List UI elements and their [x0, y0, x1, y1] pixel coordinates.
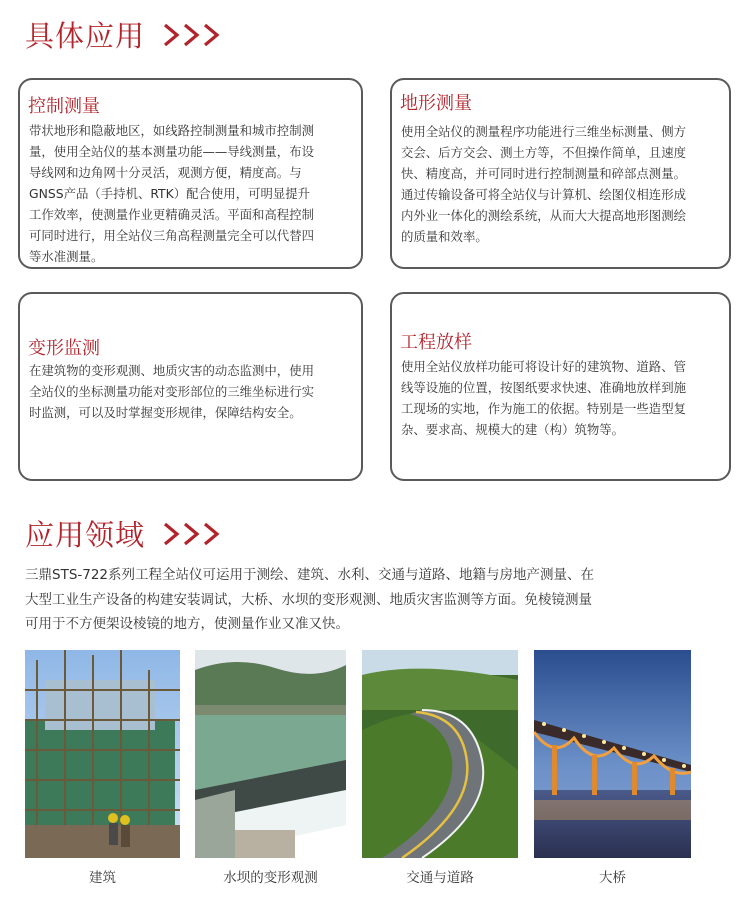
intro-line: 三鼎STS-722系列工程全站仪可运用于测绘、建筑、水利、交通与道路、地籍与房地产测量、在: [25, 567, 595, 583]
card-line: 时监测，可以及时掌握变形规律，保障结构安全。: [29, 405, 302, 420]
card-line: 在建筑物的变形观测、地质灾害的动态监测中，使用: [29, 363, 314, 378]
card-line: 使用全站仪放样功能可将设计好的建筑物、道路、管: [401, 359, 686, 374]
card-line: 快、精度高，并可同时进行控制测量和碎部点测量。: [401, 166, 686, 181]
section-title: 应用领域: [25, 518, 146, 552]
bridge-photo: [534, 650, 691, 858]
card-line: 线等设施的位置，按图纸要求快速、准确地放样到施: [401, 380, 686, 395]
card-control-survey: [18, 78, 363, 269]
chevrons-icon: [161, 20, 225, 50]
section-heading-applications: [25, 14, 225, 55]
card-line: 使用全站仪的测量程序功能进行三维坐标测量、侧方: [401, 124, 686, 139]
dam-photo: [195, 650, 346, 858]
intro-line: 可用于不方便架设棱镜的地方，使测量作业又准又快。: [25, 616, 349, 632]
road-photo: [362, 650, 518, 858]
card-title: 变形监测: [28, 338, 100, 359]
photo-caption: 大桥: [599, 870, 626, 886]
card-line: 导线网和边角网十分灵活，观测方便，精度高。与: [29, 165, 302, 180]
card-line: 工作效率，使测量作业更精确灵活。平面和高程控制: [29, 207, 314, 222]
card-line: 可同时进行，用全站仪三角高程测量完全可以代替四: [29, 228, 314, 243]
card-line: 带状地形和隐蔽地区，如线路控制测量和城市控制测: [29, 123, 314, 138]
photo-caption: 交通与道路: [406, 870, 474, 886]
intro-paragraph: [25, 563, 715, 637]
photo-caption: 建筑: [89, 870, 116, 886]
card-deformation-monitoring: [18, 292, 363, 481]
section-title: 具体应用: [25, 19, 146, 53]
card-line: 交会、后方交会、测土方等，不但操作简单，且速度: [401, 145, 686, 160]
card-line: 工现场的实地，作为施工的依据。特别是一些造型复: [401, 401, 686, 416]
card-title: 控制测量: [28, 96, 100, 117]
intro-line: 大型工业生产设备的构建安装调试，大桥、水坝的变形观测、地质灾害监测等方面。免棱镜测量: [25, 591, 592, 608]
card-line: GNSS产品（手持机、RTK）配合使用，可明显提升: [29, 186, 311, 201]
card-body: [401, 121, 721, 247]
card-body: [29, 360, 353, 423]
card-topographic-survey: [390, 78, 731, 269]
card-title: 地形测量: [400, 93, 472, 114]
card-line: 内外业一体化的测绘系统，从而大大提高地形图测绘: [401, 208, 686, 223]
card-line: 杂、要求高、规模大的建（构）筑物等。: [401, 422, 625, 437]
section-heading-fields: [25, 513, 225, 554]
card-line: 全站仪的坐标测量功能对变形部位的三维坐标进行实: [29, 384, 314, 399]
card-line: 通过传输设备可将全站仪与计算机、绘图仪相连形成: [401, 187, 686, 202]
card-line: 的质量和效率。: [401, 229, 488, 244]
card-line: 量，使用全站仪的基本测量功能——导线测量，布设: [29, 144, 314, 159]
card-title: 工程放样: [400, 332, 472, 353]
chevrons-icon: [161, 519, 225, 549]
card-engineering-staking: [390, 292, 731, 481]
photo-caption: 水坝的变形观测: [223, 870, 318, 886]
construction-scaffold-photo: [25, 650, 180, 858]
card-body: [29, 120, 353, 267]
card-body: [401, 356, 721, 440]
card-line: 等水准测量。: [29, 249, 104, 264]
